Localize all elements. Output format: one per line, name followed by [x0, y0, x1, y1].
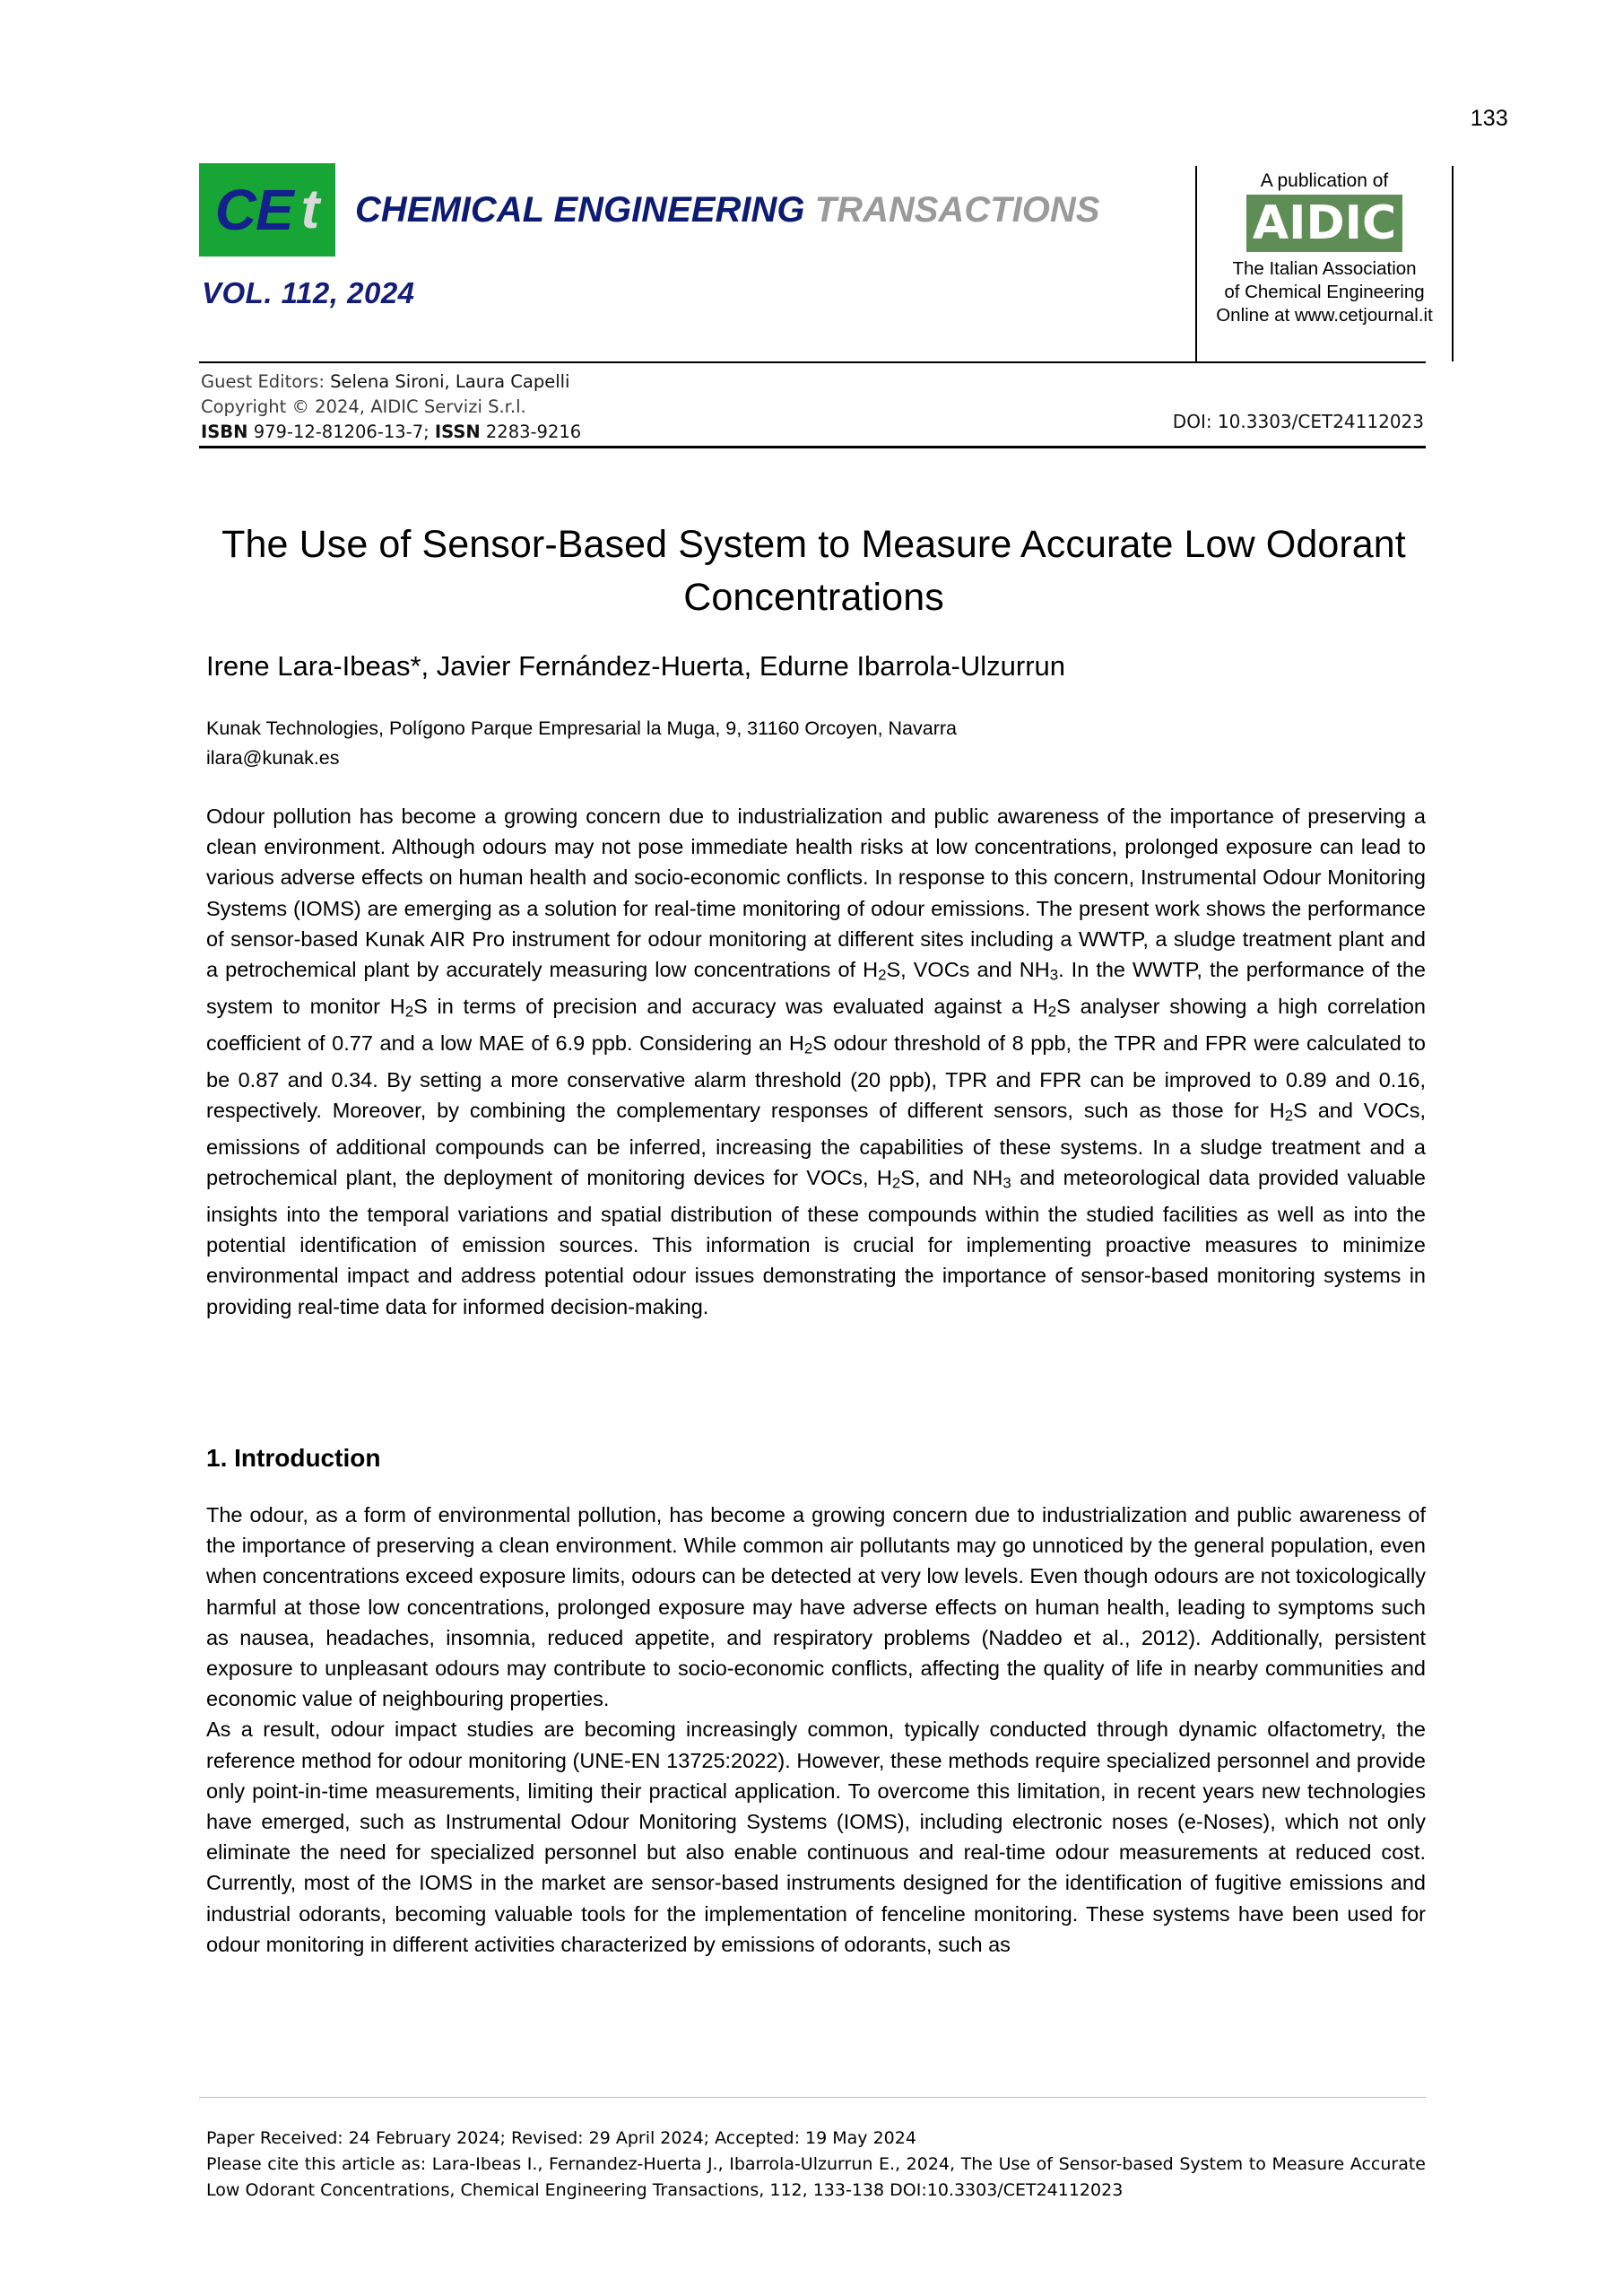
introduction-paragraph-2: As a result, odour impact studies are becoming increasingly common, typically conducted through dynamic olfactometry, the reference method for odour monitoring (UNE-EN 13725:2022). However, these methods require specialized personnel and provide only point-in-time measurements, limiting their practical application. To overcome this limitation, in recent years new technologies have emerged, such as Instrumental Odour Monitoring Systems (IOMS), including electronic noses (e-Noses), which not only eliminate the need for specialized personnel but also enable continuous and real-time odour measurements at reduced cost. Currently, most of the IOMS in the market are sensor-based instruments designed for the identification of fugitive emissions and industrial odorants, becoming valuable tools for the implementation of fenceline monitoring. These systems have been used for odour monitoring in different activities characterized by emissions of odorants, such as	[206, 1718, 1426, 1956]
paper-dates-line: Paper Received: 24 February 2024; Revised: 29 April 2024; Accepted: 19 May 2024	[206, 2128, 916, 2148]
introduction-body	[206, 1500, 1426, 1960]
cet-logo-t-text: t	[300, 178, 320, 240]
affiliation-address: Kunak Technologies, Polígono Parque Empresarial la Muga, 9, 31160 Orcoyen, Navarra	[206, 718, 957, 739]
publication-of-label: A publication of	[1260, 170, 1389, 191]
isbn-value: 979-12-81206-13-7;	[253, 422, 430, 442]
abstract-sub-6: 2	[1284, 1107, 1294, 1125]
volume-year: VOL. 112, 2024	[202, 276, 415, 309]
issn-value: 2283-9216	[485, 422, 582, 442]
abstract-sub-5: 2	[803, 1039, 813, 1057]
copyright-line: Copyright © 2024, AIDIC Servizi S.r.l.	[201, 396, 526, 417]
abstract-sub-7: 2	[891, 1174, 901, 1192]
doi-text: DOI: 10.3303/CET24112023	[1172, 411, 1424, 432]
publisher-line-1: The Italian Association	[1232, 258, 1417, 279]
citation-line: Please cite this article as: Lara-Ibeas I., Fernandez-Huerta J., Ibarrola-Ulzurrun E., 2024, The Use of Sensor-based System to Measure Accurate Low Odorant Concentrations, Chemical Engineering Transactions, 112, 133-138 DOI:10.3303/CET24112023	[206, 2154, 1426, 2200]
cet-logo-mark-icon	[199, 163, 335, 257]
header-metadata	[201, 370, 581, 445]
guest-editors-row	[201, 370, 581, 395]
cet-logo	[199, 163, 1099, 257]
aidic-logo-icon: AIDIC	[1246, 195, 1402, 252]
abstract-sub-4: 2	[1047, 1003, 1057, 1021]
wordmark-chemical-engineering: CHEMICAL ENGINEERING	[355, 189, 805, 230]
journal-wordmark	[355, 190, 1099, 230]
issn-label: ISSN	[434, 422, 481, 442]
affiliation-block	[206, 714, 1426, 773]
page-title: The Use of Sensor-Based System to Measure Accurate Low Odorant Concentrations	[221, 523, 1406, 619]
abstract-sub-2: 3	[1049, 966, 1059, 984]
publisher-details	[1197, 257, 1452, 327]
abstract-seg-9: and meteorological data provided valuable insights into the temporal variations and spatial distribution of these compounds within the studied facilities as well as into the potential identification of emission sources. This information is crucial for implementing proactive measures to minimize environmental impact and address potential odour issues demonstrating the importance of sensor-based monitoring systems in providing real-time data for informed decision-making.	[206, 1166, 1426, 1318]
guest-editors-value: Selena Sironi, Laura Capelli	[330, 371, 570, 392]
wordmark-transactions: TRANSACTIONS	[814, 189, 1100, 230]
abstract-seg-3: . In the WWTP, the performance of the system to monitor H	[206, 958, 1426, 1018]
abstract-seg-2: S, VOCs and NH	[886, 958, 1050, 982]
guest-editors-label: Guest Editors:	[201, 371, 325, 392]
publisher-line-2: of Chemical Engineering	[1224, 282, 1425, 302]
isbn-label: ISBN	[201, 422, 248, 442]
abstract-sub-8: 3	[1002, 1174, 1011, 1192]
publisher-box	[1195, 166, 1454, 361]
abstract-seg-4: S in terms of precision and accuracy was evaluated against a H	[413, 994, 1048, 1018]
author-list: Irene Lara-Ibeas*, Javier Fernández-Huerta, Edurne Ibarrola-Ulzurrun	[206, 650, 1066, 682]
abstract-sub-1: 2	[878, 966, 887, 984]
header-rule-top	[199, 361, 1426, 363]
abstract-sub-3: 2	[404, 1003, 414, 1021]
abstract-seg-7: S and VOCs, emissions of additional compounds can be inferred, increasing the capabilities of these systems. In a sludge treatment and a petrochemical plant, the deployment of monitoring devices for VOCs, H	[206, 1098, 1426, 1190]
cet-logo-ce-text: CE	[214, 178, 293, 242]
corresponding-email: ilara@kunak.es	[206, 747, 340, 769]
abstract-seg-1: Odour pollution has become a growing concern due to industrialization and public awareness of the importance of preserving a clean environment. Although odours may not pose immediate health risks at low concentrations, prolonged exposure can lead to various adverse effects on human health and socio-economic conflicts. In response to this concern, Instrumental Odour Monitoring Systems (IOMS) are emerging as a solution for real-time monitoring of odour emissions. The present work shows the performance of sensor-based Kunak AIR Pro instrument for odour monitoring at different sites including a WWTP, a sludge treatment plant and a petrochemical plant by accurately measuring low concentrations of H	[206, 804, 1426, 982]
footer-rule	[199, 2097, 1426, 2098]
introduction-paragraph-1: The odour, as a form of environmental pollution, has become a growing concern due to industrialization and public awareness of the importance of preserving a clean environment. While common air pollutants may go unnoticed by the general population, even when concentrations exceed exposure limits, odours can be detected at very low levels. Even though odours are not toxicologically harmful at those low concentrations, prolonged exposure may have adverse effects on human health, leading to symptoms such as nausea, headaches, insomnia, reduced appetite, and respiratory problems (Naddeo et al., 2012). Additionally, persistent exposure to unpleasant odours may contribute to socio-economic conflicts, affecting the quality of life in nearby communities and economic value of neighbouring properties.	[206, 1503, 1426, 1711]
section-heading-introduction: 1. Introduction	[206, 1444, 381, 1472]
abstract-seg-6: S odour threshold of 8 ppb, the TPR and FPR were calculated to be 0.87 and 0.34. By setting a more conservative alarm threshold (20 ppb), TPR and FPR can be improved to 0.89 and 0.16, respectively. Moreover, by combining the complementary responses of different sensors, such as those for H	[206, 1031, 1426, 1122]
publisher-line-3: Online at www.cetjournal.it	[1216, 305, 1433, 326]
abstract-seg-5: S analyser showing a high correlation coefficient of 0.77 and a low MAE of 6.9 ppb. Considering an H	[206, 994, 1426, 1055]
abstract-paragraph	[206, 801, 1426, 1322]
page-number: 133	[1470, 106, 1508, 131]
isbn-issn-row	[201, 420, 581, 445]
abstract-seg-8: S, and NH	[900, 1166, 1003, 1190]
header-rule-bottom	[199, 446, 1426, 448]
page-footer	[206, 2126, 1426, 2204]
